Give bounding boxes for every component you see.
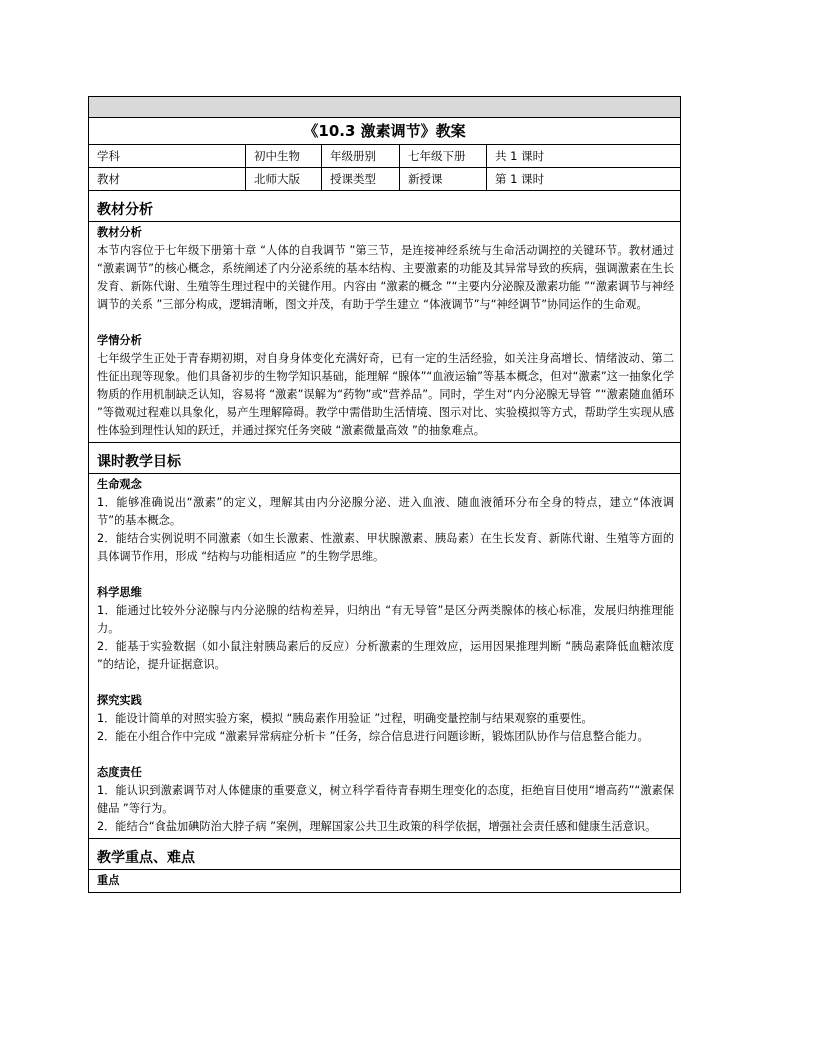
info-cell: 教材 xyxy=(89,168,246,191)
subheading: 重点 xyxy=(97,874,120,887)
table-header-band xyxy=(89,97,681,118)
info-cell: 年级册别 xyxy=(322,145,400,168)
info-cell: 七年级下册 xyxy=(400,145,487,168)
subheading: 生命观念 xyxy=(97,478,142,491)
info-cell: 授课类型 xyxy=(322,168,400,191)
subheading: 态度责任 xyxy=(97,766,142,779)
subheading: 科学思维 xyxy=(97,586,142,599)
section-body-goals xyxy=(89,474,681,839)
info-cell: 北师大版 xyxy=(246,168,322,191)
info-cell: 第 1 课时 xyxy=(487,168,681,191)
info-row-subject xyxy=(89,145,681,168)
subheading: 教材分析 xyxy=(97,226,142,239)
page-title: 《10.3 激素调节》教案 xyxy=(303,122,466,140)
paragraph: 七年级学生正处于青春期初期，对自身身体变化充满好奇，已有一定的生活经验，如关注身高增长、情绪波动、第二性征出现等现象。他们具备初步的生物学知识基础，能理解 “腺体”“血液运输”等基本概念，但对“激素”这一抽象化学物质的作用机制缺乏认知，容易将 “激素”误解为“药物”或“营养品”。同时，学生对“内分泌腺无导管 ”“激素随血循环 ”等微观过程难以具象化，易产生理解障碍。教学中需借助生活情境、图示对比、实验模拟等方式，帮助学生实现从感性体验到理性认知的跃迁，并通过探究任务突破 “激素微量高效 ”的抽象难点。 xyxy=(97,352,675,437)
section-heading-focus: 教学重点、难点 xyxy=(89,839,681,870)
info-row-textbook xyxy=(89,168,681,191)
list-item: 2．能在小组合作中完成 “激素异常病症分析卡 ”任务，综合信息进行问题诊断，锻炼团队协作与信息整合能力。 xyxy=(97,730,649,743)
list-item: 1．能通过比较外分泌腺与内分泌腺的结构差异，归纳出 “有无导管”是区分两类腺体的核心标准，发展归纳推理能力。 xyxy=(97,604,675,635)
info-cell: 初中生物 xyxy=(246,145,322,168)
list-item: 2．能结合“食盐加碘防治大脖子病 ”案例，理解国家公共卫生政策的科学依据，增强社会责任感和健康生活意识。 xyxy=(97,820,657,833)
subheading: 学情分析 xyxy=(97,334,142,347)
section-body-focus xyxy=(89,870,681,893)
lesson-plan-document xyxy=(88,96,680,893)
paragraph: 本节内容位于七年级下册第十章 “人体的自我调节 ”第三节，是连接神经系统与生命活动调控的关键环节。教材通过 “激素调节”的核心概念，系统阐述了内分泌系统的基本结构、主要激素的功能及其异常导致的疾病，强调激素在生长发育、新陈代谢、生殖等生理过程中的关键作用。内容由 “激素的概念 ”“主要内分泌腺及激素功能 ”“激素调节与神经调节的关系 ”三部分构成，逻辑清晰，图文并茂，有助于学生建立 “体液调节”与“神经调节”协同运作的生命观。 xyxy=(97,244,675,311)
subheading: 探究实践 xyxy=(97,694,142,707)
lesson-plan-table xyxy=(88,96,681,893)
info-cell: 共 1 课时 xyxy=(487,145,681,168)
section-body-analysis xyxy=(89,222,681,443)
info-cell: 学科 xyxy=(89,145,246,168)
title-cell xyxy=(89,118,681,145)
info-cell: 新授课 xyxy=(400,168,487,191)
list-item: 2．能基于实验数据（如小鼠注射胰岛素后的反应）分析激素的生理效应，运用因果推理判断 “胰岛素降低血糖浓度 ”的结论，提升证据意识。 xyxy=(97,640,675,671)
section-heading-goals: 课时教学目标 xyxy=(89,443,681,474)
list-item: 2．能结合实例说明不同激素（如生长激素、性激素、甲状腺激素、胰岛素）在生长发育、新陈代谢、生殖等方面的具体调节作用，形成 “结构与功能相适应 ”的生物学思维。 xyxy=(97,532,675,563)
list-item: 1．能够准确说出“激素”的定义，理解其由内分泌腺分泌、进入血液、随血液循环分布全身的特点，建立“体液调节”的基本概念。 xyxy=(97,496,675,527)
list-item: 1．能认识到激素调节对人体健康的重要意义，树立科学看待青春期生理变化的态度，拒绝盲目使用“增高药”“激素保健品 ”等行为。 xyxy=(97,784,675,815)
list-item: 1．能设计简单的对照实验方案，模拟 “胰岛素作用验证 ”过程，明确变量控制与结果观察的重要性。 xyxy=(97,712,593,725)
section-heading-analysis: 教材分析 xyxy=(89,191,681,222)
